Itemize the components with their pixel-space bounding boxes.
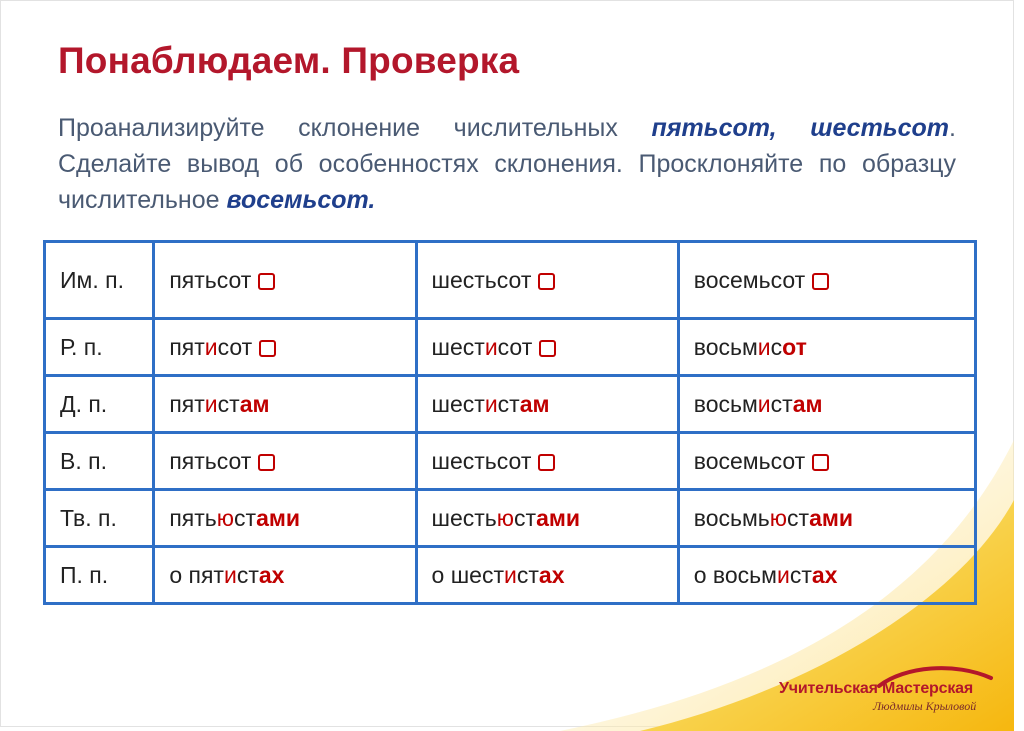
connecting-vowel: и — [484, 390, 498, 417]
case-ending: ах — [538, 561, 565, 588]
zero-ending-box-icon — [812, 273, 829, 290]
task-text-part2: . Сделайте вывод об особенностях склонения. Просклоняйте по образцу числительное — [58, 114, 956, 214]
case-ending: ами — [536, 504, 581, 531]
numeral-cell — [154, 376, 416, 433]
numeral-cell — [678, 376, 975, 433]
connecting-vowel: и — [776, 561, 790, 588]
word-part: восемьсот — [693, 266, 806, 293]
word-part: восемьсот — [693, 447, 806, 474]
zero-ending-box-icon — [538, 454, 555, 471]
word-part: пят — [169, 390, 205, 417]
case-cell: Д. п. — [45, 376, 154, 433]
connecting-vowel: и — [204, 333, 218, 360]
numeral-cell — [154, 319, 416, 376]
case-cell: П. п. — [45, 547, 154, 604]
case-cell: Тв. п. — [45, 490, 154, 547]
task-highlight-sample: восемьсот. — [226, 186, 376, 214]
numeral-cell — [416, 242, 678, 319]
zero-ending-box-icon — [539, 340, 556, 357]
numeral-cell — [416, 376, 678, 433]
case-ending: ами — [809, 504, 854, 531]
logo-title: Учительская Мастерская — [779, 680, 973, 697]
table-row — [45, 433, 976, 490]
word-part: пят — [169, 333, 205, 360]
word-part: восьм — [693, 333, 758, 360]
word-part: ст — [217, 390, 240, 417]
word-part: ст — [234, 504, 257, 531]
word-part: о пят — [169, 561, 224, 588]
word-part: шесть — [431, 504, 497, 531]
numeral-cell — [416, 433, 678, 490]
word-part: ст — [236, 561, 259, 588]
task-text-part1: Проанализируйте склонение числительных — [58, 114, 652, 142]
case-ending: ах — [811, 561, 838, 588]
connecting-vowel: и — [484, 333, 498, 360]
connecting-vowel: и — [757, 390, 771, 417]
table-row — [45, 490, 976, 547]
word-part: ст — [516, 561, 539, 588]
case-cell: Р. п. — [45, 319, 154, 376]
numeral-cell — [154, 547, 416, 604]
word-part: ст — [514, 504, 537, 531]
page-title: Понаблюдаем. Проверка — [58, 40, 520, 81]
case-ending: от — [782, 333, 807, 360]
word-part: ст — [497, 390, 520, 417]
word-part: о шест — [431, 561, 504, 588]
connecting-vowel: и — [223, 561, 237, 588]
word-part: шест — [431, 333, 485, 360]
word-part: шестьсот — [431, 447, 532, 474]
word-part: восьм — [693, 390, 758, 417]
zero-ending-box-icon — [258, 454, 275, 471]
table-row — [45, 319, 976, 376]
table-row — [45, 376, 976, 433]
numeral-cell — [154, 490, 416, 547]
zero-ending-box-icon — [812, 454, 829, 471]
declension-table — [43, 240, 977, 605]
logo-subtitle: Людмилы Крыловой — [873, 699, 977, 713]
zero-ending-box-icon — [538, 273, 555, 290]
numeral-cell — [678, 490, 975, 547]
word-part: ст — [787, 504, 810, 531]
numeral-cell — [678, 547, 975, 604]
numeral-cell — [416, 547, 678, 604]
task-highlight-numerals: пятьсот, шестьсот — [651, 114, 950, 142]
task-text — [58, 110, 956, 218]
numeral-cell — [154, 242, 416, 319]
case-ending: ами — [256, 504, 301, 531]
word-part: сот — [217, 333, 253, 360]
connecting-vowel: и — [757, 333, 771, 360]
connecting-vowel: и — [504, 561, 517, 588]
word-part: пятьсот — [169, 266, 252, 293]
numeral-cell — [416, 319, 678, 376]
connecting-vowel: и — [204, 390, 218, 417]
zero-ending-box-icon — [258, 273, 275, 290]
word-part: пятьсот — [169, 447, 252, 474]
case-cell: Им. п. — [45, 242, 154, 319]
zero-ending-box-icon — [259, 340, 276, 357]
word-part: с — [770, 333, 783, 360]
word-part: восьмь — [693, 504, 770, 531]
connecting-vowel: ю — [216, 504, 235, 531]
word-part: о восьм — [693, 561, 777, 588]
word-part: шестьсот — [431, 266, 532, 293]
case-ending: ам — [519, 390, 550, 417]
word-part: шест — [431, 390, 485, 417]
numeral-cell — [678, 433, 975, 490]
word-part: пять — [169, 504, 217, 531]
table-row — [45, 242, 976, 319]
word-part: ст — [789, 561, 812, 588]
connecting-vowel: ю — [769, 504, 788, 531]
numeral-cell — [154, 433, 416, 490]
case-cell: В. п. — [45, 433, 154, 490]
word-part: сот — [497, 333, 533, 360]
numeral-cell — [416, 490, 678, 547]
connecting-vowel: ю — [496, 504, 515, 531]
case-ending: ам — [792, 390, 823, 417]
case-ending: ам — [239, 390, 270, 417]
table-row — [45, 547, 976, 604]
numeral-cell — [678, 242, 975, 319]
word-part: ст — [770, 390, 793, 417]
brand-logo — [775, 664, 1000, 724]
case-ending: ах — [258, 561, 285, 588]
numeral-cell — [678, 319, 975, 376]
